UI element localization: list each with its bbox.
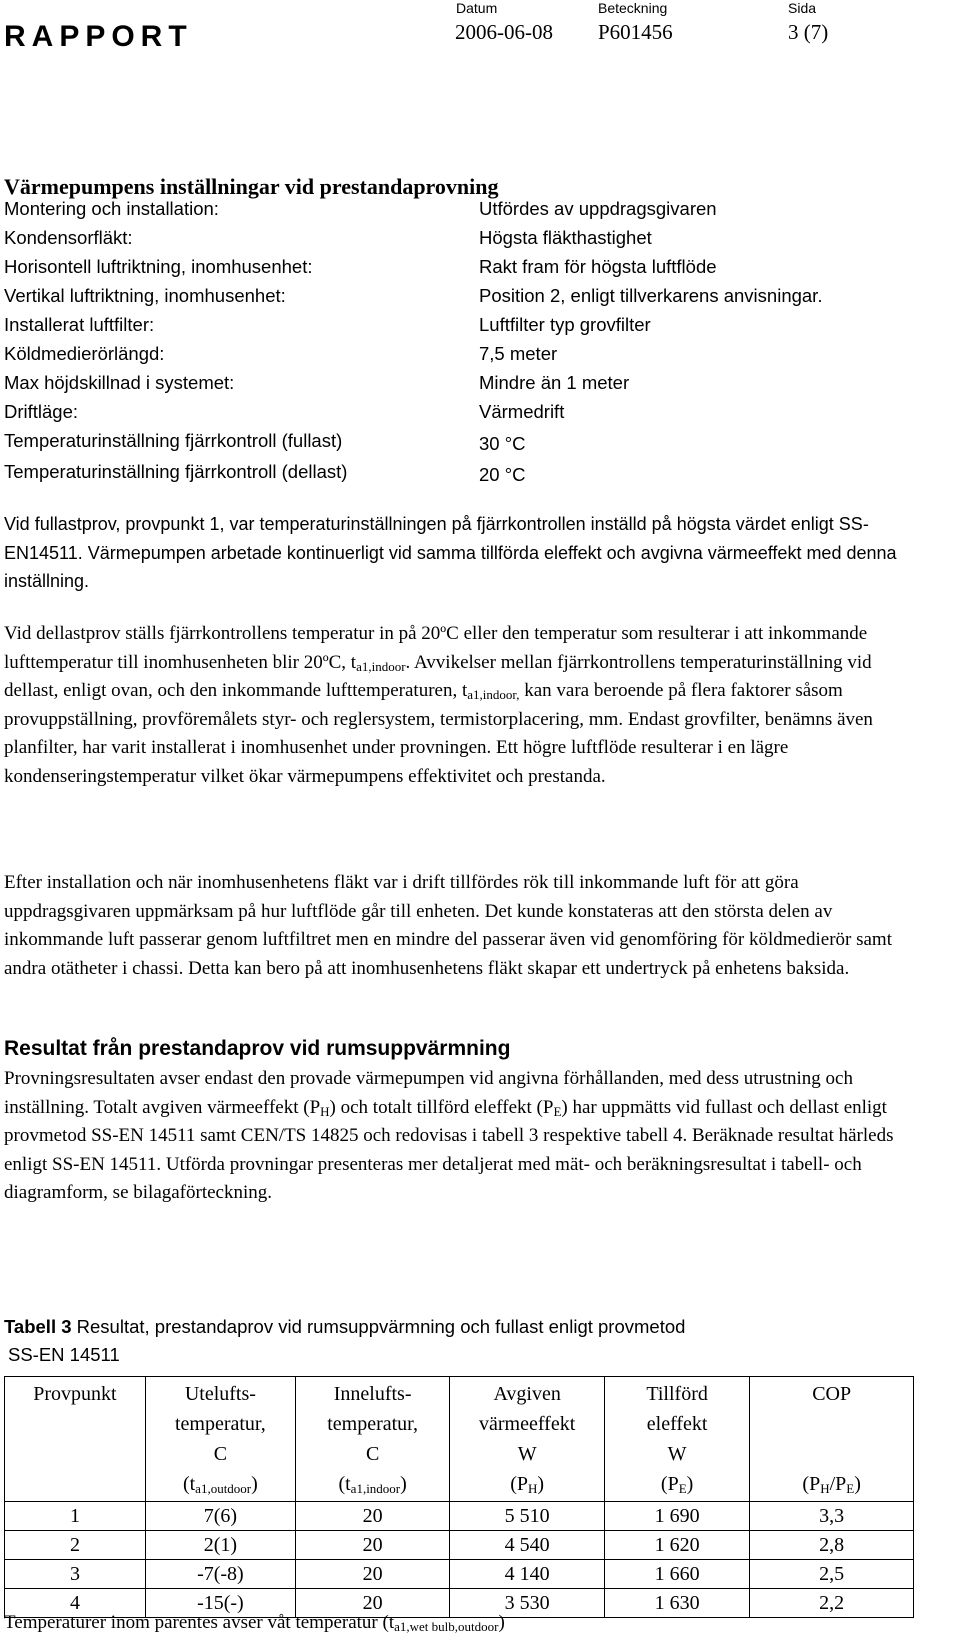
paragraph-dellast — [4, 620, 924, 791]
settings-label: Temperaturinställning fjärrkontroll (fullast) — [4, 430, 343, 451]
settings-value: Luftfilter typ grovfilter — [479, 314, 651, 335]
settings-list — [4, 198, 884, 490]
settings-row — [4, 461, 884, 490]
footnote-text: Temperaturer inom parentes avser våt temperatur (t — [4, 1612, 395, 1633]
subscript: E — [846, 1481, 855, 1496]
page-label: Sida — [788, 0, 817, 16]
paragraph-smoke-test: Efter installation och när inomhusenhetens fläkt var i drift tillfördes rök till inkommande luft för att göra uppdragsgivaren uppmärksam på hur luftflöde går till enheten. Det kunde konstateras att den största delen av inkommande luft passerar genom luftfiltret men en mindre del passerar även vid genomföring för köldmedierör samt andra otätheter i chassi. Detta kan bero på att inomhusenhetens fläkt skapar ett undertryck på enhetens baksida. — [4, 872, 892, 979]
table-caption-standard: SS-EN 14511 — [8, 1344, 120, 1365]
settings-value: Position 2, enligt tillverkarens anvisningar. — [479, 285, 823, 306]
table-caption — [4, 1316, 685, 1338]
settings-value: Utfördes av uppdragsgivaren — [479, 198, 717, 219]
subscript: a1,indoor — [350, 1481, 401, 1496]
subscript: H — [320, 1103, 330, 1119]
table-cell: 2 — [5, 1531, 146, 1560]
settings-row — [4, 285, 884, 314]
settings-row — [4, 227, 884, 256]
header-text: (t — [338, 1473, 351, 1495]
table-cell: 4 540 — [450, 1531, 605, 1560]
table-cell: 2,5 — [750, 1560, 914, 1589]
settings-label: Vertikal luftriktning, inomhusenhet: — [4, 285, 286, 306]
table-cell: 1 660 — [604, 1560, 749, 1589]
table-cell: 1 630 — [604, 1589, 749, 1618]
table-cell: 20 — [295, 1531, 450, 1560]
footnote-text: ) — [498, 1612, 505, 1633]
header-text: Avgiven — [493, 1383, 561, 1405]
table-cell: 3 530 — [450, 1589, 605, 1618]
settings-row — [4, 256, 884, 285]
paragraph-text: ) och totalt tillförd eleffekt (P — [329, 1096, 554, 1118]
results-title: Resultat från prestandaprov vid rumsuppvärmning — [4, 1037, 511, 1060]
settings-label: Horisontell luftriktning, inomhusenhet: — [4, 256, 313, 277]
header-text: W — [667, 1443, 687, 1465]
table-footnote — [4, 1612, 505, 1634]
header-text: ) — [251, 1473, 258, 1495]
table-header-row — [5, 1377, 914, 1502]
paragraph-text: ) har uppmätts vid fullast och dellast enligt provmetod SS-EN 14511 samt CEN/TS 14825 och redovisas i tabell 3 respektive tabell 4. Beräknade resultat härleds enligt SS-EN 14511. Utförda provningar presenteras mer detaljerat med mät- och beräkningsresultat i tabell- och diagramform, se bilagaförteckning. — [4, 1096, 894, 1203]
header-text: (t — [182, 1473, 196, 1495]
table-cell: 7(6) — [145, 1502, 295, 1531]
table-cell: 4 — [5, 1589, 146, 1618]
col-header-indoor-temp — [295, 1377, 450, 1502]
table-cell: 1 620 — [604, 1531, 749, 1560]
settings-row — [4, 198, 884, 227]
table-caption-number: Tabell 3 — [4, 1316, 72, 1337]
settings-label: Montering och installation: — [4, 198, 219, 219]
table-cell: 2,8 — [750, 1531, 914, 1560]
header-text: C — [213, 1443, 228, 1465]
header-text: (P — [802, 1473, 821, 1495]
table-cell: 3,3 — [750, 1502, 914, 1531]
paragraph-text: . Avvikelser mellan fjärrkontrollens temperaturinställning vid dellast, enligt ovan, och den inkommande lufttemperaturen, t — [4, 651, 872, 701]
paragraph-text: kan vara beroende på flera faktorer såsom provuppställning, provföremålets styr- och reglersystem, termistorplacering, mm. Endast grovfilter, benämns även planfilter, har varit installerat i inomhusenhet under provningen. Ett högre luftflöde resulterar i en lägre kondenseringstemperatur vilket ökar värmepumpens effektivitet och prestanda. — [4, 680, 873, 787]
page-number: 3 (7) — [788, 20, 829, 44]
header-text: Provpunkt — [33, 1383, 117, 1405]
settings-value: 7,5 meter — [479, 343, 558, 364]
table-cell: -7(-8) — [145, 1560, 295, 1589]
report-date: 2006-06-08 — [455, 20, 553, 44]
subscript: a1,indoor — [356, 658, 406, 674]
report-reference: P601456 — [598, 20, 673, 44]
settings-value: Värmedrift — [479, 401, 565, 422]
table-cell: 1 690 — [604, 1502, 749, 1531]
table-row — [5, 1531, 914, 1560]
subscript: a1,wet bulb,outdoor — [394, 1619, 499, 1634]
header-text: ) — [854, 1473, 861, 1495]
settings-label: Kondensorfläkt: — [4, 227, 133, 248]
subscript: H — [820, 1481, 830, 1496]
subscript: H — [528, 1481, 538, 1496]
col-header-power-input — [604, 1377, 749, 1502]
col-header-provpunkt — [5, 1377, 146, 1502]
settings-value: Mindre än 1 meter — [479, 372, 630, 393]
table-cell: -15(-) — [145, 1589, 295, 1618]
settings-row — [4, 343, 884, 372]
subscript: a1,outdoor — [195, 1481, 252, 1496]
table-cell: 4 140 — [450, 1560, 605, 1589]
header-text: värmeeffekt — [479, 1413, 576, 1435]
table-cell: 20 — [295, 1502, 450, 1531]
table-cell: 3 — [5, 1560, 146, 1589]
settings-label: Köldmedierörlängd: — [4, 343, 165, 364]
header-text: temperatur, — [174, 1413, 266, 1435]
settings-label: Installerat luftfilter: — [4, 314, 155, 335]
col-header-outdoor-temp — [145, 1377, 295, 1502]
settings-label: Temperaturinställning fjärrkontroll (dellast) — [4, 461, 348, 482]
header-text: C — [365, 1443, 380, 1465]
reference-label: Beteckning — [598, 0, 668, 16]
subscript: a1,indoor, — [467, 687, 520, 702]
table-cell: 1 — [5, 1502, 146, 1531]
table-cell: 2,2 — [750, 1589, 914, 1618]
subscript: E — [678, 1481, 687, 1496]
settings-value: Högsta fläkthastighet — [479, 227, 652, 248]
settings-label: Max höjdskillnad i systemet: — [4, 372, 235, 393]
header-text: ) — [400, 1473, 407, 1495]
paragraph-fullast: Vid fullastprov, provpunkt 1, var temperaturinställningen på fjärrkontrollen inställd på högsta värdet enligt SS-EN14511. Värmepumpen arbetade kontinuerligt vid samma tillförda eleffekt och avgivna värmeeffekt med denna inställning. — [4, 514, 897, 591]
header-text: Utelufts- — [184, 1383, 256, 1405]
table-cell: 20 — [295, 1589, 450, 1618]
header-text: ) — [686, 1473, 694, 1495]
col-header-heat-output — [450, 1377, 605, 1502]
table-caption-text: Resultat, prestandaprov vid rumsuppvärmning och fullast enligt provmetod — [71, 1316, 686, 1337]
settings-row — [4, 314, 884, 343]
results-table — [4, 1376, 914, 1618]
header-text: (P — [510, 1473, 529, 1495]
settings-row — [4, 430, 884, 461]
settings-label: Driftläge: — [4, 401, 79, 422]
paragraph-text: Provningsresultaten avser endast den provade värmepumpen vid angivna förhållanden, med dess utrustning och inställning. Totalt avgiven värmeeffekt (P — [4, 1068, 853, 1118]
table-cell: 20 — [295, 1560, 450, 1589]
settings-value: 30 °C — [479, 433, 526, 454]
header-text: COP — [812, 1383, 852, 1405]
settings-value: 20 °C — [479, 464, 526, 485]
settings-row — [4, 401, 884, 430]
report-logo: RAPPORT — [4, 20, 193, 53]
table-cell: 5 510 — [450, 1502, 605, 1531]
header-text: ) — [537, 1473, 545, 1495]
paragraph-text: Vid dellastprov ställs fjärrkontrollens temperatur in på 20ºC eller den temperatur som resulterar i att inkommande lufttemperatur till inomhusenheten blir 20ºC, t — [4, 623, 868, 673]
header-text: Innelufts- — [333, 1383, 412, 1405]
header-text: eleffekt — [646, 1413, 708, 1435]
header-text: temperatur, — [327, 1413, 419, 1435]
settings-value: Rakt fram för högsta luftflöde — [479, 256, 717, 277]
table-cell: 2(1) — [145, 1531, 295, 1560]
table-row — [5, 1502, 914, 1531]
paragraph-results — [4, 1065, 924, 1208]
header-text: /P — [829, 1473, 847, 1495]
header-text: (P — [660, 1473, 679, 1495]
subscript: E — [553, 1103, 562, 1119]
table-row — [5, 1560, 914, 1589]
col-header-cop — [750, 1377, 914, 1502]
header-text: W — [517, 1443, 537, 1465]
date-label: Datum — [456, 0, 498, 16]
header-text: Tillförd — [646, 1383, 708, 1405]
settings-title: Värmepumpens inställningar vid prestandaprovning — [4, 174, 499, 199]
settings-row — [4, 372, 884, 401]
